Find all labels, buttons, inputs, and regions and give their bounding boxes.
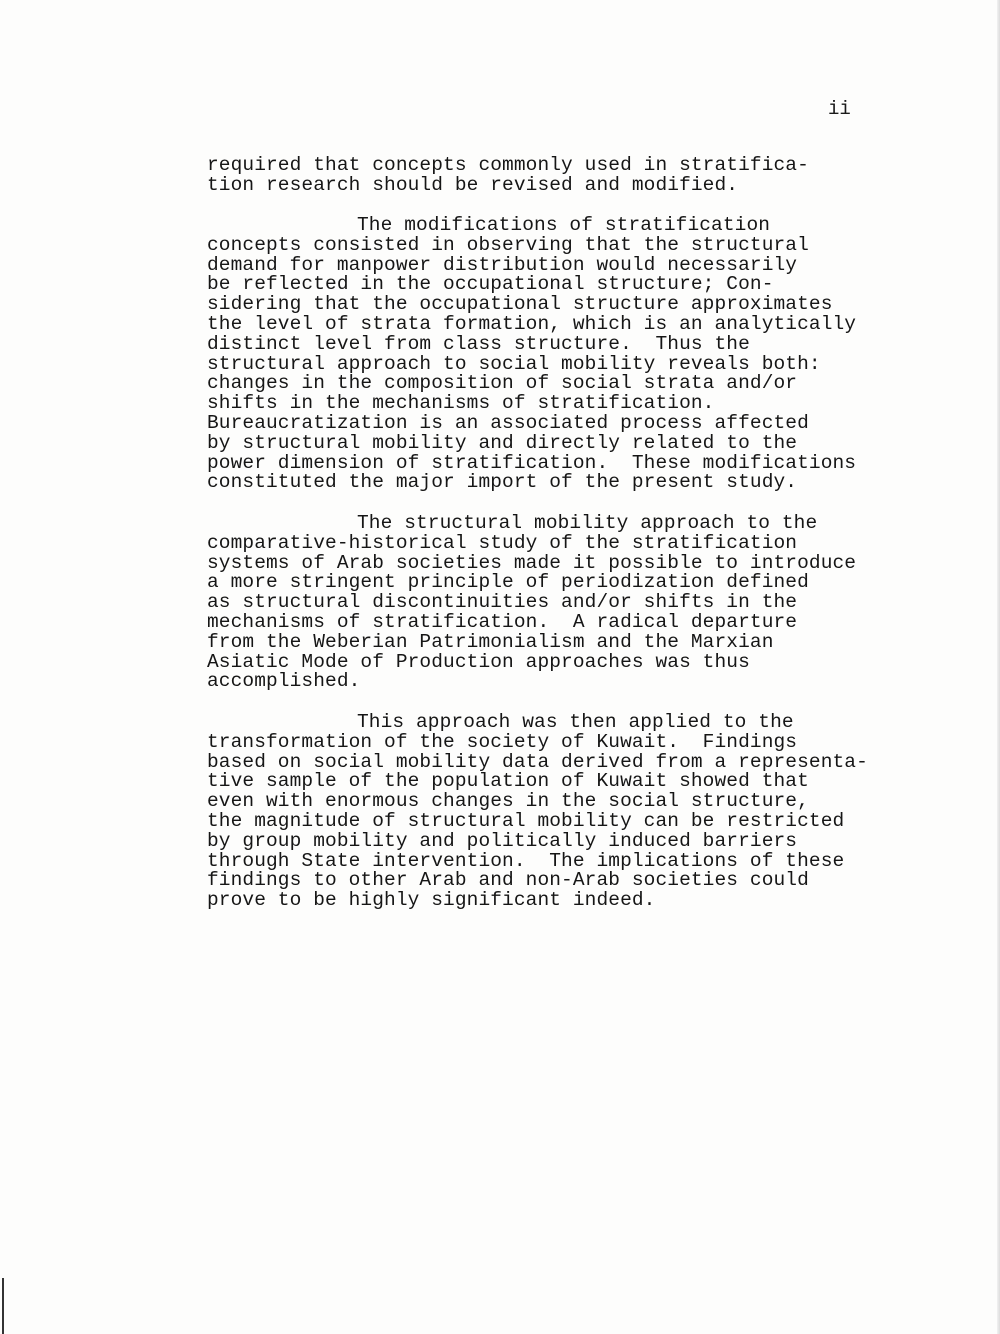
page-number: ii [828,98,851,120]
text-line: a more stringent principle of periodization defined [207,571,809,594]
text-line: changes in the composition of social strata and/or [207,372,798,395]
text-line: distinct level from class structure. Thus the [207,332,750,355]
text-line: structural approach to social mobility reveals both: [207,352,821,375]
text-line: shifts in the mechanisms of stratification. [207,392,715,415]
paragraph-2 [207,216,887,493]
text-line: the magnitude of structural mobility can be restricted [207,809,845,832]
text-line: The structural mobility approach to the [357,512,818,534]
paragraph-3 [207,514,887,692]
text-line: from the Weberian Patrimonialism and the Marxian [207,630,774,653]
text-line: through State intervention. The implications of these [207,849,845,872]
text-line: mechanisms of stratification. A radical departure [207,610,798,633]
text-line: Bureaucratization is an associated process affected [207,411,809,434]
text-line: comparative-historical study of the stratification [207,531,798,554]
text-line: prove to be highly significant indeed. [207,889,656,912]
text-line: as structural discontinuities and/or shifts in the [207,591,798,614]
text-line: be reflected in the occupational structure; Con- [207,273,774,296]
text-line: transformation of the society of Kuwait. Findings [207,730,798,753]
text-line: by structural mobility and directly related to the [207,431,798,454]
text-line: systems of Arab societies made it possible to introduce [207,551,857,574]
text-line: power dimension of stratification. These modifications [207,451,857,474]
text-line: accomplished. [207,670,361,693]
text-line: by group mobility and politically induced barriers [207,829,798,852]
scan-margin-mark [2,1278,4,1334]
text-line: the level of strata formation, which is an analytically [207,312,857,335]
paragraph-4 [207,713,887,911]
text-line: concepts consisted in observing that the structural [207,233,809,256]
text-line: even with enormous changes in the social structure, [207,790,809,813]
text-line: Asiatic Mode of Production approaches was thus [207,650,750,673]
text-line: required that concepts commonly used in stratifica- [207,154,809,176]
paragraph-1 [207,156,887,196]
text-line: tive sample of the population of Kuwait showed that [207,770,809,793]
text-line: demand for manpower distribution would necessarily [207,253,798,276]
text-line: tion research should be revised and modified. [207,173,739,196]
text-line: The modifications of stratification [357,214,771,236]
text-line: findings to other Arab and non-Arab societies could [207,869,809,892]
text-line: constituted the major import of the present study. [207,471,798,494]
text-line: sidering that the occupational structure approximates [207,293,833,316]
text-line: This approach was then applied to the [357,711,794,733]
text-line: based on social mobility data derived from a representa- [207,750,868,773]
